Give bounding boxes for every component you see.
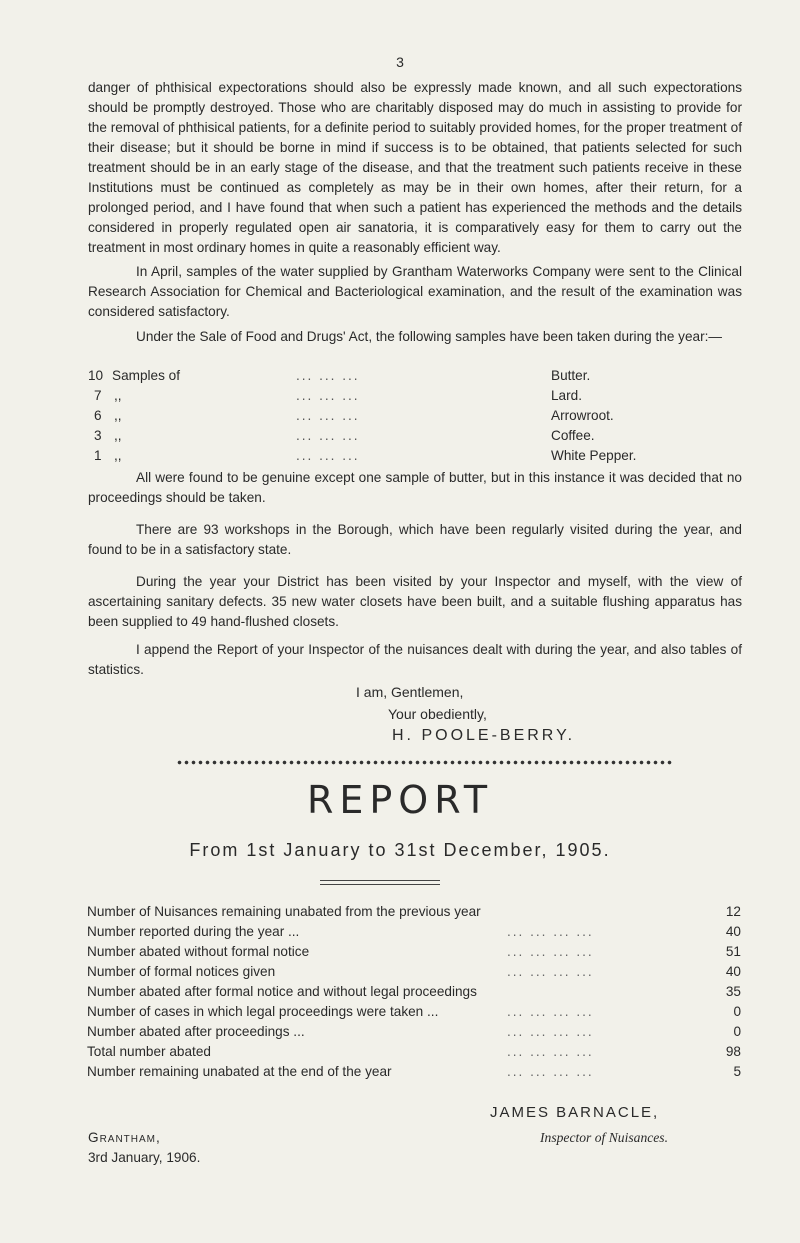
- paragraph-append: I append the Report of your Inspector of the nuisances dealt with during the year, and also tables of statistics.: [88, 642, 742, 677]
- divider-rule: [320, 884, 440, 885]
- sample-row: [88, 388, 742, 408]
- sample-item: Arrowroot.: [551, 408, 614, 423]
- stat-dots: ... ... ... ...: [507, 1044, 594, 1059]
- stat-row: [87, 1004, 741, 1024]
- sample-qty: 10: [88, 368, 104, 383]
- sample-label: ,,: [114, 448, 122, 463]
- paragraph-phthisis: danger of phthisical expectorations should also be expressly made known, and all such expectorations should be promptly destroyed. Those who are charitably disposed may do much in assisting to provide for the removal of phthisical patients, for a definite period to suitably provided homes, for the proper treatment of their disease; but it should be borne in mind if success is to be obtained, that patients selected for such treatment should be in an early stage of the disease, and that the treatment such patients receive in these Institutions must be continued as completely as may be in their own homes, after their return, for a prolonged period, and I have found that when such a patient has experienced the methods and the details considered in properly regulated open air sanatoria, it is comparatively easy for them to carry out the treatment in most ordinary homes in quite a reasonably efficient way.: [88, 80, 742, 255]
- sample-dots: ... ... ...: [296, 388, 360, 403]
- stat-row: [87, 944, 741, 964]
- paragraph-water-samples: In April, samples of the water supplied by Grantham Waterworks Company were sent to the Clinical Research Association for Chemical and Bacteriological examination, and the result of the examination was considered satisfactory.: [88, 264, 742, 319]
- stat-row: [87, 984, 741, 1004]
- stat-label: Number abated after formal notice and without legal proceedings: [87, 984, 477, 999]
- stat-dots: ... ... ... ...: [507, 1064, 594, 1079]
- ornamental-divider: [176, 759, 672, 769]
- paragraph-workshops: There are 93 workshops in the Borough, which have been regularly visited during the year, and found to be in a satisfactory state.: [88, 522, 742, 557]
- report-title: REPORT: [306, 778, 494, 822]
- inspector-name: JAMES BARNACLE,: [490, 1104, 660, 1121]
- stat-label: Total number abated: [87, 1044, 211, 1059]
- sample-dots: ... ... ...: [296, 428, 360, 443]
- sample-row: [88, 428, 742, 448]
- sample-label: ,,: [114, 388, 122, 403]
- stat-value: 0: [733, 1024, 741, 1039]
- stat-dots: ... ... ... ...: [507, 1004, 594, 1019]
- sample-row: [88, 448, 742, 468]
- report-subtitle: From 1st January to 31st December, 1905.: [189, 840, 611, 860]
- inspector-title: Inspector of Nuisances.: [540, 1130, 668, 1145]
- sample-label: ,,: [114, 408, 122, 423]
- sample-item: White Pepper.: [551, 448, 637, 463]
- stat-value: 51: [725, 944, 741, 959]
- stat-label: Number remaining unabated at the end of the year: [87, 1064, 392, 1079]
- stat-dots: ... ... ... ...: [507, 944, 594, 959]
- sample-row: [88, 368, 742, 388]
- place-name: Grantham,: [88, 1130, 161, 1145]
- signature: H. POOLE-BERRY.: [392, 727, 576, 744]
- sample-qty: 1: [94, 448, 102, 463]
- stat-label: Number reported during the year ...: [87, 924, 300, 939]
- stat-label: Number of cases in which legal proceedings were taken ...: [87, 1004, 439, 1019]
- sample-dots: ... ... ...: [296, 368, 360, 383]
- sample-item: Coffee.: [551, 428, 595, 443]
- stat-dots: ... ... ... ...: [507, 924, 594, 939]
- stat-value: 40: [725, 924, 741, 939]
- stat-row: [87, 964, 741, 984]
- closing-obediently: Your obediently,: [388, 706, 487, 722]
- page-number: 3: [396, 54, 404, 70]
- sample-label: ,,: [114, 428, 122, 443]
- sample-qty: 3: [94, 428, 102, 443]
- stat-label: Number of formal notices given: [87, 964, 276, 979]
- stat-label: Number abated without formal notice: [87, 944, 310, 959]
- closing-salutation: I am, Gentlemen,: [356, 684, 464, 700]
- sample-dots: ... ... ...: [296, 448, 360, 463]
- stat-value: 12: [725, 904, 741, 919]
- stat-label: Number abated after proceedings ...: [87, 1024, 305, 1039]
- stat-row: [87, 904, 741, 924]
- stat-value: 98: [725, 1044, 741, 1059]
- stat-label: Number of Nuisances remaining unabated from the previous year: [87, 904, 481, 919]
- stat-dots: ... ... ... ...: [507, 964, 594, 979]
- stat-value: 5: [733, 1064, 741, 1079]
- sample-qty: 7: [94, 388, 102, 403]
- paragraph-genuine: All were found to be genuine except one sample of butter, but in this instance it was decided that no proceedings should be taken.: [88, 470, 742, 505]
- stat-row: [87, 1044, 741, 1064]
- sample-item: Lard.: [551, 388, 582, 403]
- stat-row: [87, 1064, 741, 1084]
- sample-row: [88, 408, 742, 428]
- paragraph-defects: During the year your District has been visited by your Inspector and myself, with the view of ascertaining sanitary defects. 35 new water closets have been built, and a suitable flushing apparatus has been supplied to 49 hand-flushed closets.: [88, 574, 742, 629]
- sample-dots: ... ... ...: [296, 408, 360, 423]
- sample-qty: 6: [94, 408, 102, 423]
- stat-value: 35: [725, 984, 741, 999]
- stat-row: [87, 1024, 741, 1044]
- stat-value: 40: [725, 964, 741, 979]
- divider-rule: [320, 880, 440, 881]
- sample-item: Butter.: [551, 368, 591, 383]
- stat-row: [87, 924, 741, 944]
- paragraph-food-drugs: Under the Sale of Food and Drugs' Act, the following samples have been taken during the year:—: [136, 329, 722, 344]
- report-date: 3rd January, 1906.: [88, 1150, 201, 1165]
- stat-dots: ... ... ... ...: [507, 1024, 594, 1039]
- sample-label: Samples of: [112, 368, 181, 383]
- stat-value: 0: [733, 1004, 741, 1019]
